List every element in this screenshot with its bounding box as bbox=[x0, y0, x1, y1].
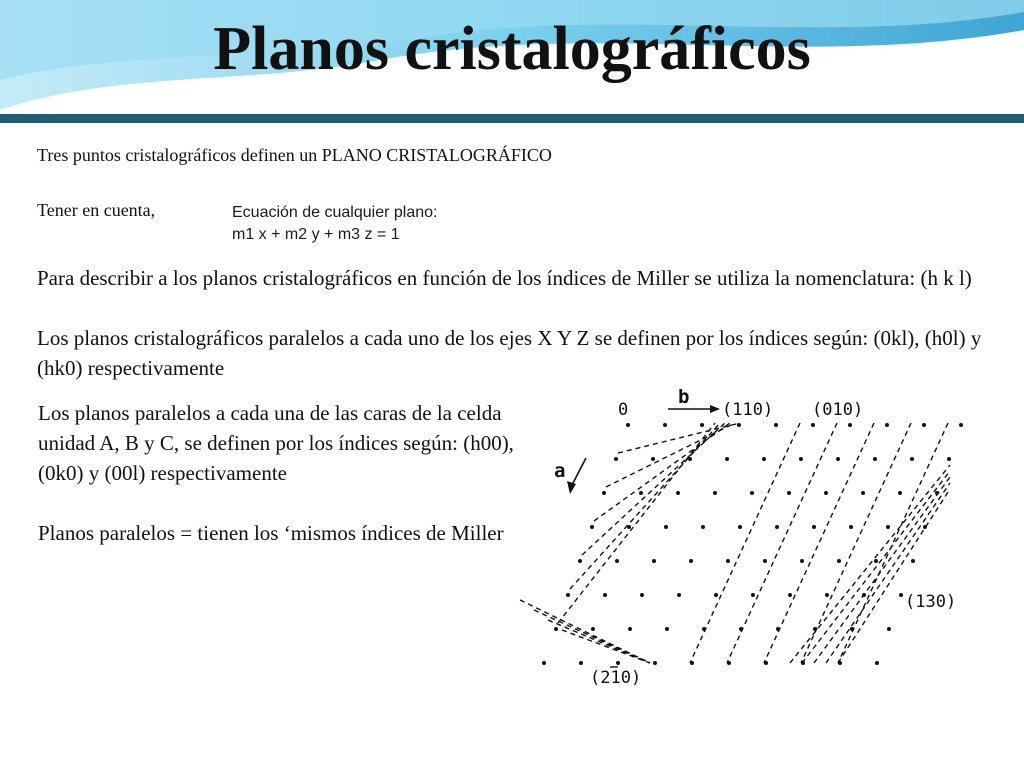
miller-planes-diagram bbox=[510, 385, 970, 695]
plane-trace-130 bbox=[838, 489, 950, 663]
lattice-point bbox=[875, 661, 879, 665]
lattice-point bbox=[873, 457, 877, 461]
lattice-point bbox=[578, 559, 582, 563]
a-axis-label: a bbox=[554, 460, 566, 482]
miller-nomenclature-paragraph: Para describir a los planos cristalográficos en función de los índices de Miller se utiliza la nomenclatura: (h k l) bbox=[37, 266, 972, 290]
lattice-point bbox=[775, 525, 779, 529]
lattice-point bbox=[614, 457, 618, 461]
lattice-point bbox=[676, 491, 680, 495]
lattice-point bbox=[911, 559, 915, 563]
lattice-point bbox=[554, 627, 558, 631]
lattice-point bbox=[603, 593, 607, 597]
lattice-point bbox=[886, 525, 890, 529]
lattice-point bbox=[799, 457, 803, 461]
lattice-point bbox=[665, 627, 669, 631]
lattice-point bbox=[626, 423, 630, 427]
lattice-point bbox=[591, 627, 595, 631]
lattice-point bbox=[774, 423, 778, 427]
plane-trace-110 bbox=[570, 423, 720, 589]
lattice-point bbox=[947, 457, 951, 461]
plane-traces bbox=[520, 423, 950, 663]
lattice-point bbox=[639, 491, 643, 495]
lattice-point bbox=[750, 491, 754, 495]
plane-label-010: (010) bbox=[812, 400, 864, 420]
a-arrowhead-icon bbox=[567, 481, 576, 494]
lattice-point bbox=[652, 559, 656, 563]
intro-text: Tres puntos cristalográficos definen un PLANO CRISTALOGRÁFICO bbox=[37, 145, 552, 165]
lattice-point bbox=[899, 593, 903, 597]
lattice-point bbox=[861, 491, 865, 495]
plane-trace-210 bbox=[520, 600, 650, 663]
lattice-point bbox=[959, 423, 963, 427]
plane-equation bbox=[232, 202, 437, 246]
lattice-point bbox=[651, 457, 655, 461]
lattice-point bbox=[812, 525, 816, 529]
lattice-point bbox=[590, 525, 594, 529]
axis-parallel-paragraph: Los planos cristalográficos paralelos a cada uno de los ejes X Y Z se definen por los índices según: (0kl), (h0l) y (hk0) respectivamente bbox=[37, 326, 982, 380]
lattice-point bbox=[616, 661, 620, 665]
plane-trace-010 bbox=[690, 423, 800, 663]
lattice-point bbox=[713, 491, 717, 495]
parallel-planes-paragraph: Planos paralelos = tienen los ‘mismos índices de Miller bbox=[38, 521, 504, 545]
lattice-point bbox=[811, 423, 815, 427]
lattice-point bbox=[663, 423, 667, 427]
lattice-point bbox=[836, 457, 840, 461]
lattice-point bbox=[824, 491, 828, 495]
plane-trace-210 bbox=[548, 620, 650, 663]
lattice-point bbox=[615, 559, 619, 563]
lattice-point bbox=[762, 457, 766, 461]
lattice-point bbox=[898, 491, 902, 495]
origin-label: 0 bbox=[618, 400, 629, 420]
lattice-point bbox=[849, 525, 853, 529]
lattice-point bbox=[689, 559, 693, 563]
lattice-point bbox=[787, 491, 791, 495]
lattice-point bbox=[566, 593, 570, 597]
lattice-point bbox=[677, 593, 681, 597]
lattice-point bbox=[887, 627, 891, 631]
lattice-point bbox=[726, 559, 730, 563]
lattice-point bbox=[579, 661, 583, 665]
lattice-point bbox=[602, 491, 606, 495]
plane-label-110: (110) bbox=[722, 400, 774, 420]
faces-parallel-paragraph: Los planos paralelos a cada una de las caras de la celda unidad A, B y C, se definen por los índices según: (h00), (0k0) y (00l) respectivamente bbox=[38, 401, 514, 485]
lattice-point bbox=[725, 457, 729, 461]
lattice-point bbox=[800, 559, 804, 563]
lattice-point bbox=[664, 525, 668, 529]
lattice-point bbox=[788, 593, 792, 597]
plane-trace-130 bbox=[790, 465, 950, 663]
lattice-point bbox=[700, 423, 704, 427]
b-axis-label: b bbox=[678, 386, 690, 408]
plane-trace-110 bbox=[606, 423, 735, 487]
lattice-point bbox=[653, 661, 657, 665]
plane-trace-130 bbox=[814, 477, 950, 663]
lattice-point bbox=[751, 593, 755, 597]
lattice-point bbox=[874, 559, 878, 563]
plane-label-210: (210) bbox=[590, 668, 642, 688]
lattice-point bbox=[737, 423, 741, 427]
a-axis-arrow bbox=[572, 458, 586, 485]
lattice-point bbox=[763, 559, 767, 563]
lattice-point bbox=[885, 423, 889, 427]
lattice-point bbox=[640, 593, 644, 597]
lattice-point bbox=[848, 423, 852, 427]
plane-trace-010 bbox=[838, 423, 948, 663]
equation-heading: Ecuación de cualquier plano: bbox=[232, 204, 438, 221]
lattice-point bbox=[628, 627, 632, 631]
plane-trace-010 bbox=[727, 423, 837, 663]
lattice-point bbox=[910, 457, 914, 461]
plane-trace-110 bbox=[558, 423, 715, 623]
lattice-point bbox=[542, 661, 546, 665]
equation-formula: m1 x + m2 y + m3 z = 1 bbox=[232, 226, 400, 243]
lattice-point bbox=[922, 423, 926, 427]
b-arrowhead-icon bbox=[710, 405, 720, 413]
lattice-point bbox=[714, 593, 718, 597]
slide-title: Planos cristalográficos bbox=[213, 15, 811, 83]
lattice-point bbox=[738, 525, 742, 529]
plane-trace-110 bbox=[618, 423, 740, 453]
note-label: Tener en cuenta, bbox=[37, 200, 156, 220]
plane-trace-130 bbox=[826, 483, 950, 663]
plane-trace-010 bbox=[801, 423, 911, 663]
lattice-point bbox=[701, 525, 705, 529]
lattice-point bbox=[825, 593, 829, 597]
lattice-points bbox=[542, 423, 963, 665]
plane-label-130: (130) bbox=[905, 592, 957, 612]
lattice-point bbox=[837, 559, 841, 563]
faces-text-block bbox=[38, 398, 518, 548]
plane-trace-110 bbox=[582, 423, 725, 555]
plane-trace-210 bbox=[562, 630, 650, 663]
